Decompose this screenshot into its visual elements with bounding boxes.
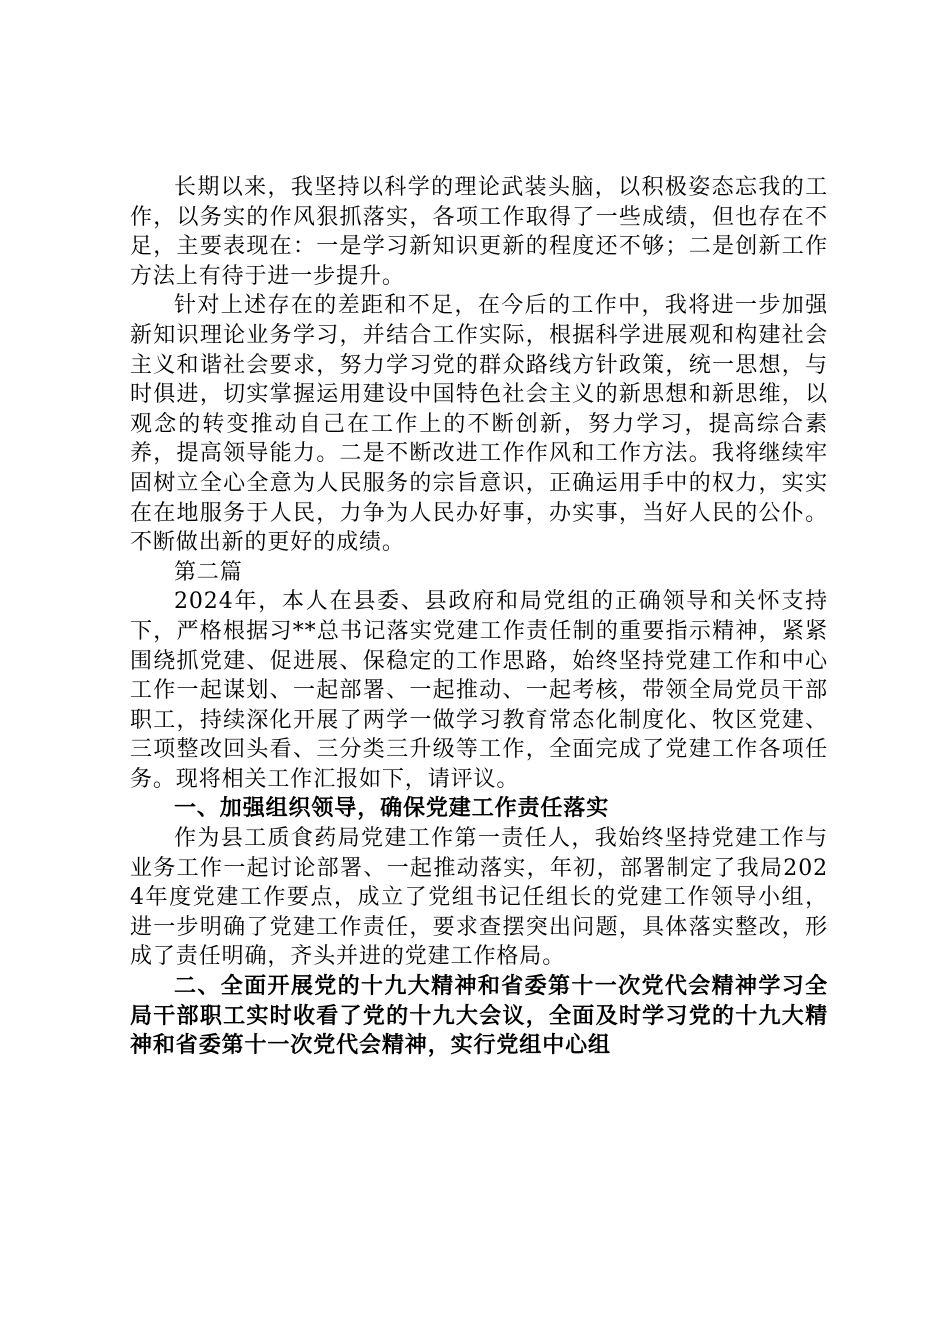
- section-label-second-article: 第二篇: [174, 559, 243, 585]
- paragraph-improvement-plan: 针对上述存在的差距和不足，在今后的工作中，我将进一步加强新知识理论业务学习，并结合工作实际，根据科学进展观和构建社会主义和谐社会要求，努力学习党的群众路线方针政策，统一思想，与时俱进，切实掌握运用建设中国特色社会主义的新思想和新思维，以观念的转变推动自己在工作上的不断创新，努力学习，提高综合素养，提高领导能力。二是不断改进工作作风和工作方法。我将继续牢固树立全心全意为人民服务的宗旨意识，正确运用手中的权力，实实在在地服务于人民，力争为人民办好事，办实事，当好人民的公仆。不断做出新的更好的成绩。: [130, 293, 828, 556]
- heading-section-one: 一、加强组织领导，确保党建工作责任落实: [174, 796, 610, 822]
- heading-section-two: 二、全面开展党的十九大精神和省委第十一次党代会精神学习全局干部职工实时收看了党的十九大会议，全面及时学习党的十九大精神和省委第十一次党代会精神，实行党组中心组: [130, 974, 828, 1059]
- paragraph-section-one-body: 作为县工质食药局党建工作第一责任人，我始终坚持党建工作与业务工作一起讨论部署、一起推动落实，年初，部署制定了我局2024年度党建工作要点，成立了党组书记任组长的党建工作领导小组，进一步明确了党建工作责任，要求查摆突出问题，具体落实整改，形成了责任明确，齐头并进的党建工作格局。: [130, 826, 828, 970]
- paragraph-summary: 长期以来，我坚持以科学的理论武装头脑，以积极姿态忘我的工作，以务实的作风狠抓落实，各项工作取得了一些成绩，但也存在不足，主要表现在：一是学习新知识更新的程度还不够；二是创新工作方法上有待于进一步提升。: [130, 175, 828, 289]
- document-body: [130, 173, 828, 1061]
- paragraph-annual-report-intro: 2024年，本人在县委、县政府和局党组的正确领导和关怀支持下，严格根据习**总书记落实党建工作责任制的重要指示精神，紧紧围绕抓党建、促进展、保稳定的工作思路，始终坚持党建工作和中心工作一起谋划、一起部署、一起推动、一起考核，带领全局党员干部职工，持续深化开展了两学一做学习教育常态化制度化、牧区党建、三项整改回头看、三分类三升级等工作，全面完成了党建工作各项任务。现将相关工作汇报如下，请评议。: [130, 589, 828, 792]
